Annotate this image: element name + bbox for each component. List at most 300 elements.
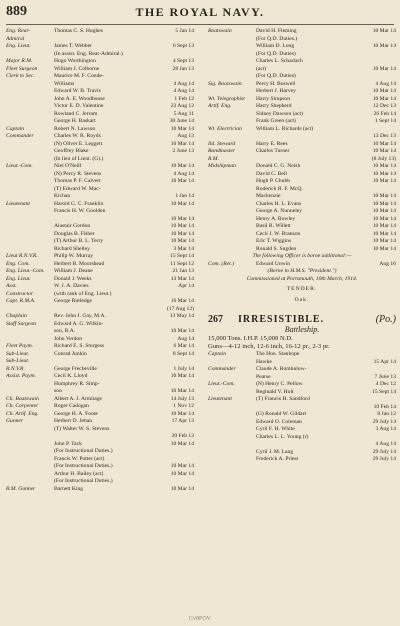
officer-name: Sidney Dawson (act) xyxy=(256,110,303,117)
officer-date: (17 Aug 12) xyxy=(166,305,194,312)
officer-date: 20 Feb 13 xyxy=(171,433,194,439)
officer-date: 4 Aug 14 xyxy=(375,441,396,447)
officer-rank xyxy=(6,208,54,216)
officer-name: George H. A. Foote xyxy=(54,410,98,417)
officer-rank: Ild. Steward xyxy=(208,140,236,147)
officer-date: 4 Aug 14 xyxy=(173,88,194,94)
officer-rank xyxy=(208,118,256,126)
officer-date xyxy=(394,58,396,66)
officer-date: (8 July 13) xyxy=(371,155,396,162)
officer-name: (For Instructional Duties.) xyxy=(54,478,113,484)
officer-entry xyxy=(6,456,194,464)
officer-entry xyxy=(6,381,194,389)
officer-date xyxy=(192,358,194,366)
officer-rank xyxy=(208,186,256,194)
officer-date: Aug 13 xyxy=(177,133,194,139)
officer-rank: Boatswain xyxy=(208,28,232,34)
officer-rank: Com. (Ret.) xyxy=(208,260,234,267)
officer-entry xyxy=(6,358,194,366)
officer-name: Herbert B. Moorshead xyxy=(54,260,105,267)
officer-entry xyxy=(6,96,194,104)
officer-date: 10 Mar 14 xyxy=(372,245,396,252)
officer-rank: Major R.M. xyxy=(6,58,33,64)
officer-name: Harry Shepherd xyxy=(256,103,292,109)
officer-date: 10 Mar 14 xyxy=(170,470,194,477)
officer-date: 10 Mar 14 xyxy=(372,208,396,214)
officer-name: David H. Fleming xyxy=(256,28,297,34)
officer-date: 2 June 13 xyxy=(172,148,194,154)
officer-rank xyxy=(6,441,54,449)
officer-rank: Eng. Lieut.-Com. xyxy=(6,268,45,274)
officer-rank xyxy=(6,238,54,246)
officer-name: Reginald V. Holt xyxy=(256,388,294,395)
officer-entry xyxy=(6,88,194,96)
officer-name: (For Instructional Duties.) xyxy=(54,463,113,469)
officer-name: Ronald S. Sugden xyxy=(256,245,297,252)
officer-entry xyxy=(6,238,194,246)
officer-entry xyxy=(6,51,194,59)
officer-entry xyxy=(208,111,396,119)
officer-rank: Chaplain xyxy=(6,313,27,319)
officer-entry xyxy=(208,96,396,104)
officer-rank xyxy=(208,456,256,464)
officer-name: Thomas C. S. Hughes xyxy=(54,28,103,34)
page-title: THE ROYAL NAVY. xyxy=(135,5,265,19)
officer-rank: Ch. Artif. Eng. xyxy=(6,410,39,417)
officer-name: Hugo Worthington xyxy=(54,58,96,64)
officer-date: 29 July 14 xyxy=(372,456,396,462)
officer-entry xyxy=(208,133,396,141)
officer-rank xyxy=(208,208,256,216)
officer-entry xyxy=(6,463,194,471)
officer-entry xyxy=(6,411,194,419)
officer-name: Mackenzie xyxy=(256,193,281,199)
officer-entry xyxy=(208,118,396,126)
officer-name xyxy=(256,156,370,164)
officer-entry xyxy=(208,223,396,231)
officer-entry xyxy=(208,426,396,434)
ship-heading xyxy=(208,314,396,325)
officer-rank: Midshipman xyxy=(208,163,236,169)
officer-name: Charles H. L. Evans xyxy=(256,200,302,207)
officer-name: Alastair Gordon xyxy=(54,223,91,229)
officer-rank xyxy=(6,96,54,104)
officer-name: Rev. John J. Gay, M.A. xyxy=(54,313,106,319)
officer-date: 10 Mar 14 xyxy=(372,163,396,169)
officer-rank: Gunner xyxy=(6,418,24,424)
officer-entry xyxy=(208,81,396,89)
officer-name xyxy=(54,306,165,314)
officer-entry xyxy=(6,216,194,224)
officer-rank: Commander xyxy=(208,366,236,372)
officer-date: Apr 14 xyxy=(178,283,194,289)
officer-rank: Ch. Carpenter xyxy=(6,403,39,409)
officer-name: Hugh P. Chubb xyxy=(256,178,291,184)
ship-officer-list xyxy=(208,351,396,464)
officer-entry xyxy=(208,141,396,149)
officer-rank: Fleet Surgeon xyxy=(6,65,38,72)
officer-entry xyxy=(208,389,396,397)
officer-name: (T) Arthur B. L. Terry xyxy=(54,238,104,244)
officer-entry xyxy=(6,261,194,269)
officer-name: Maurice M. F. Conde- xyxy=(54,73,104,79)
officer-date: 10 Mar 14 xyxy=(170,485,194,492)
officer-name: George Frecheville xyxy=(54,365,97,372)
officer-entry xyxy=(6,208,194,216)
officer-entry xyxy=(208,193,396,201)
officer-entry xyxy=(6,141,194,149)
officer-name: Roger Cadogan xyxy=(54,403,89,409)
officer-date: 13 Mar 14 xyxy=(170,275,194,282)
officer-name: Frederick A. Priest xyxy=(256,456,299,462)
ship-specs-guns: Guns—4-12 inch, 12-6 inch, 16-12 pr., 2-3 pr. xyxy=(208,343,330,350)
officer-entry xyxy=(208,103,396,111)
officer-list-continued xyxy=(208,28,396,253)
officer-name: Frank Green (act) xyxy=(256,118,296,124)
officer-date xyxy=(192,186,194,194)
officer-date: 6 Mar 14 xyxy=(173,343,194,349)
officer-date: 10 Feb 14 xyxy=(373,403,396,410)
officer-entry xyxy=(6,351,194,359)
officer-rank xyxy=(6,178,54,186)
officer-rank: Constructor xyxy=(6,290,34,297)
officer-rank: Sig. Boatswain. xyxy=(208,80,243,87)
officer-entry xyxy=(6,156,194,164)
officer-rank: Eng. Lieut. xyxy=(6,43,31,49)
officer-name: (N) Oliver E. Leggett xyxy=(54,140,103,147)
officer-name: Charles Turner xyxy=(256,148,290,154)
officer-date: 28 Jan 13 xyxy=(172,65,194,72)
officer-rank: Eng. Lieut. xyxy=(6,275,31,282)
officer-entry xyxy=(6,486,194,494)
officer-date xyxy=(394,51,396,59)
officer-entry xyxy=(208,148,396,156)
officer-name: (For Q.D. Duties) xyxy=(256,73,296,79)
officer-date: 7 June 13 xyxy=(374,373,396,380)
officer-date: 8 Jan 12 xyxy=(377,411,396,417)
ship-type: Battleship. xyxy=(284,325,320,334)
officer-rank xyxy=(208,58,256,66)
officer-rank xyxy=(6,463,54,471)
officer-entry xyxy=(6,328,194,336)
officer-name: (N) Henry C. Pellow xyxy=(256,381,303,387)
officer-date: 23 Aug 12 xyxy=(170,103,194,109)
officer-entry xyxy=(208,216,396,224)
officer-name: James T. Webber xyxy=(54,43,92,49)
officer-rank xyxy=(6,478,54,486)
officer-rank xyxy=(6,223,54,231)
officer-date: 10 Mar 14 xyxy=(170,440,194,447)
officer-date: 10 Mar 14 xyxy=(372,43,396,49)
officer-rank: Wt. Telegraphist xyxy=(208,95,245,102)
officer-rank xyxy=(6,141,54,149)
officer-name: son, B.A. xyxy=(54,328,76,334)
officer-name: Cecil K. Lloyd xyxy=(54,373,88,379)
officer-entry xyxy=(208,28,396,36)
officer-entry xyxy=(6,433,194,441)
officer-rank xyxy=(6,448,54,456)
officer-name: Herbert J. Harvey xyxy=(256,88,296,94)
officer-entry xyxy=(208,366,396,374)
officer-date: 10 Mar 14 xyxy=(170,463,194,469)
officer-date: 3 Mar 14 xyxy=(173,245,194,252)
officer-name: William J. Deane xyxy=(54,268,93,274)
officer-entry xyxy=(208,73,396,81)
officer-entry xyxy=(6,103,194,111)
officer-rank: R.M. xyxy=(208,155,219,162)
officer-name: Percy H. Buswell xyxy=(256,80,296,87)
officer-name: (with rank of Eng. Lieut.) xyxy=(54,290,112,297)
officer-name: Edward A. G. Wilkin- xyxy=(54,320,104,327)
officer-rank xyxy=(208,51,256,59)
officer-entry xyxy=(6,133,194,141)
officer-name: (G) Ronald W. Gildart xyxy=(256,411,307,417)
officer-rank xyxy=(6,186,54,194)
page-header xyxy=(6,4,394,22)
officer-date xyxy=(394,36,396,44)
officer-date: 10 Mar 14 xyxy=(170,223,194,229)
officer-date: 10 Mar 14 xyxy=(372,230,396,237)
officer-entry xyxy=(208,66,396,74)
officer-date: 4 Aug 14 xyxy=(375,80,396,87)
officer-date: 10 Mar 14 xyxy=(372,28,396,34)
officer-name: Eric T. Wiggins xyxy=(256,238,292,244)
officer-entry xyxy=(208,58,396,66)
officer-rank xyxy=(208,216,256,224)
officer-date: 10 Mar 14 xyxy=(170,388,194,394)
officer-rank xyxy=(208,231,256,239)
officer-name xyxy=(54,36,192,44)
officer-entry xyxy=(6,118,194,126)
officer-name: Harry E. Rees xyxy=(256,140,288,147)
officer-name: Kichan xyxy=(54,193,71,199)
officer-name: Williams xyxy=(54,80,75,87)
officer-name: (T) Edward W. Mac- xyxy=(54,185,101,192)
officer-rank: Lieutenant xyxy=(208,396,232,402)
officer-name: (In lieu of Lieut. (G).) xyxy=(54,155,104,162)
officer-date xyxy=(192,51,194,59)
officer-rank xyxy=(6,156,54,164)
officer-rank xyxy=(208,133,256,141)
ship-name: IRRESISTIBLE. xyxy=(238,314,325,325)
officer-rank xyxy=(208,411,256,419)
officer-entry xyxy=(208,434,396,442)
officer-entry xyxy=(6,298,194,306)
officer-date: 17 Apr 13 xyxy=(171,418,194,424)
officer-entry xyxy=(208,163,396,171)
officer-name: John P. Tack xyxy=(54,440,82,447)
officer-date: 8 Sept 14 xyxy=(172,350,194,357)
officer-date: 13 May 14 xyxy=(169,313,194,319)
officer-name: George A. Nunneley xyxy=(256,208,303,214)
officer-date: 29 July 14 xyxy=(372,448,396,455)
officer-date: 13 Dec 13 xyxy=(373,133,396,139)
officer-name: Claude A. Rombulow- xyxy=(256,366,307,372)
officer-rank xyxy=(208,36,256,44)
officer-entry xyxy=(6,148,194,156)
officer-rank xyxy=(6,246,54,254)
officer-rank xyxy=(6,111,54,119)
officer-rank: Assist. Paym. xyxy=(6,373,36,379)
officer-rank xyxy=(208,73,256,81)
officer-entry xyxy=(208,208,396,216)
officer-rank xyxy=(208,88,256,96)
officer-rank xyxy=(208,66,256,74)
officer-rank xyxy=(6,336,54,344)
officer-entry xyxy=(6,223,194,231)
officer-date: 4 Aug 14 xyxy=(173,170,194,177)
officer-entry xyxy=(6,58,194,66)
officer-entry xyxy=(6,268,194,276)
officer-entry xyxy=(6,276,194,284)
officer-entry xyxy=(208,441,396,449)
officer-rank: Capt. R.M.A. xyxy=(6,298,36,304)
officer-rank xyxy=(208,359,256,367)
officer-rank: Lieut R.N.V.R. xyxy=(6,253,38,259)
officer-entry xyxy=(208,51,396,59)
officer-date: 10 Mar 14 xyxy=(372,170,396,177)
borne-note: (Borne in H.M.S. "President.") xyxy=(267,268,337,274)
officer-rank xyxy=(6,51,54,59)
officer-name: Herbert D. Jeban xyxy=(54,418,93,424)
officer-date: 1 Feb 12 xyxy=(174,95,194,102)
officer-rank xyxy=(208,171,256,179)
officer-name: Charles L. Scharlach xyxy=(256,58,303,64)
officer-date: 10 Mar 14 xyxy=(170,163,194,169)
officer-rank xyxy=(208,434,256,442)
officer-rank: Bandmaster xyxy=(208,148,236,154)
officer-rank xyxy=(6,88,54,96)
officer-rank xyxy=(6,388,54,396)
officer-rank: R.N.V.R. xyxy=(6,365,25,372)
officer-entry xyxy=(6,306,194,314)
officer-entry xyxy=(6,36,194,44)
officer-date xyxy=(394,73,396,81)
officer-rank: Admiral xyxy=(6,35,25,42)
officer-entry xyxy=(6,336,194,344)
officer-name: Donald J. Weeks xyxy=(54,275,92,282)
officer-name: (For Q.D. Duties) xyxy=(256,50,296,57)
officer-rank xyxy=(208,419,256,427)
officer-date xyxy=(192,478,194,486)
officer-name: Arthur H. Bailey (act) xyxy=(54,470,104,477)
officer-date: 10 Mar 14 xyxy=(372,140,396,147)
officer-entry xyxy=(208,456,396,464)
officer-name: Conrad Junkin xyxy=(54,350,87,357)
officer-rank: Sub-Lieut. xyxy=(6,358,30,364)
officer-entry xyxy=(6,171,194,179)
additional-officer-note: The following Officer is borne additional:— xyxy=(252,253,352,259)
officer-date: 6 Sept 13 xyxy=(172,43,194,49)
officer-date xyxy=(394,126,396,134)
officer-date: 10 Mar 14 xyxy=(170,373,194,379)
officer-rank: Captain xyxy=(208,351,227,357)
officer-date xyxy=(192,448,194,456)
officer-entry xyxy=(208,359,396,367)
officer-rank xyxy=(208,441,256,449)
officer-entry xyxy=(6,478,194,486)
officer-rank: Lieut.-Com. xyxy=(6,163,33,169)
officer-date: 10 Mar 14 xyxy=(372,65,396,72)
officer-date: 10 Mar 14 xyxy=(170,215,194,222)
officer-entry xyxy=(208,201,396,209)
officer-rank xyxy=(6,381,54,389)
officer-entry xyxy=(6,81,194,89)
officer-entry xyxy=(6,28,194,36)
page-number: 889 xyxy=(6,4,27,19)
officer-name: Philip W. Murray xyxy=(54,253,94,259)
officer-name xyxy=(54,216,169,224)
tender-name: Oak. xyxy=(294,296,310,303)
officer-date xyxy=(192,456,194,464)
officer-date: 11 Sept 12 xyxy=(170,260,194,267)
officer-entry xyxy=(6,73,194,81)
officer-name: John Verdon xyxy=(54,335,83,342)
officer-name: Donald C. G. Neish xyxy=(256,163,301,169)
officer-entry xyxy=(208,381,396,389)
officer-name: Thomas P. F. Calvert xyxy=(54,178,101,184)
officer-rank xyxy=(6,216,54,224)
officer-name: William D. Long xyxy=(256,43,295,49)
officer-entry xyxy=(6,193,194,201)
officer-entry xyxy=(6,373,194,381)
officer-name: Robert N. Lawson xyxy=(54,125,96,132)
officer-date: 1 Sept 14 xyxy=(374,118,396,124)
officer-entry xyxy=(6,186,194,194)
officer-rank xyxy=(6,81,54,89)
officer-entry xyxy=(6,313,194,321)
officer-entry xyxy=(6,111,194,119)
officer-date xyxy=(192,321,194,329)
officer-name: Albert A. J. Armitage xyxy=(54,395,103,402)
officer-name: (For Instructional Duties.) xyxy=(54,448,113,454)
officer-entry xyxy=(6,43,194,51)
officer-date: 10 Mar 14 xyxy=(372,193,396,199)
officer-name: (N) Percy R. Stevens xyxy=(54,170,102,177)
officer-date: 3 Aug 14 xyxy=(375,426,396,432)
officer-entry xyxy=(6,126,194,134)
officer-name: Harold G. C. Franklin xyxy=(54,200,104,207)
officer-date: 15 Sept 14 xyxy=(170,253,194,259)
officer-date xyxy=(394,396,396,404)
officer-entry xyxy=(6,403,194,411)
officer-date: 10 Mar 14 xyxy=(372,200,396,207)
officer-date: 15 Apr 14 xyxy=(373,358,396,365)
officer-entry xyxy=(6,343,194,351)
officer-name: Hawke xyxy=(256,358,272,365)
officer-name: Cecil J. W. Branson xyxy=(256,230,301,237)
officer-rank xyxy=(208,178,256,186)
officer-date: 1 July 14 xyxy=(173,365,194,372)
tender-label: TENDER. xyxy=(286,286,318,292)
officer-entry xyxy=(6,441,194,449)
officer-name: Basil R. Willett xyxy=(256,223,291,229)
officer-name: Pearse xyxy=(256,373,271,380)
officer-name: David C. Bell xyxy=(256,170,287,177)
officer-date: 10 Mar 14 xyxy=(372,95,396,102)
officer-rank: Wt. Electrician xyxy=(208,125,242,132)
officer-name: Richard E. S. Sturgess xyxy=(54,343,105,349)
officer-date xyxy=(394,351,396,359)
officer-name xyxy=(256,404,372,412)
officer-rank: Sub-Lieut. xyxy=(6,350,30,357)
officer-name xyxy=(256,441,373,449)
officer-date: 12 Dec 13 xyxy=(373,103,396,109)
officer-date: 4 Dec 12 xyxy=(375,381,396,387)
officer-rank: Lieut.-Com. xyxy=(208,381,235,387)
officer-date xyxy=(394,186,396,194)
officer-name: Barnett King xyxy=(54,485,84,492)
